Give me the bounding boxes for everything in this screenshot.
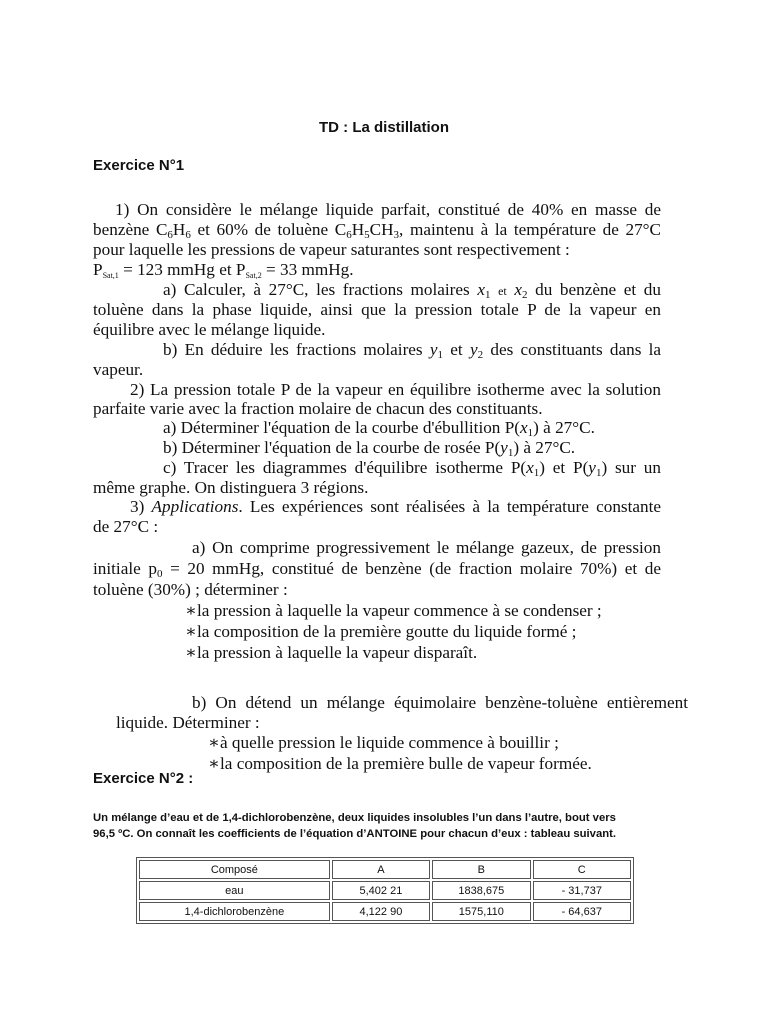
q1-line-1: 1) On considère le mélange liquide parfait, constitué de 40% en masse de xyxy=(115,200,661,219)
table-row xyxy=(139,902,631,921)
q3a-bullet: ∗la pression à laquelle la vapeur commence à se condenser ; xyxy=(185,601,602,620)
table-row xyxy=(139,881,631,900)
bullet-icon: ∗ xyxy=(185,643,197,662)
q2b-line: b) Déterminer l'équation de la courbe de rosée $P(y_1)$ à 27°C. xyxy=(163,438,576,459)
q3b-bullet: ∗à quelle pression le liquide commence à bouillir ; xyxy=(208,733,559,752)
q2c-line-2: même graphe. On distinguera 3 régions. xyxy=(93,478,369,497)
table-header-cell: B xyxy=(432,860,530,879)
q2c-line-1: c) Tracer les diagrammes d'équilibre isotherme $P(x_1)$ et $P(y_1)$ sur un xyxy=(163,458,661,479)
q3b-line-1: b) On détend un mélange équimolaire benzène-toluène entièrement xyxy=(192,693,688,712)
psat-line: $P_{Sat,1} = 123$ mmHg et $P_{Sat,2} = 33$ mmHg. xyxy=(93,260,354,280)
bullet-icon: ∗ xyxy=(208,754,220,773)
exercise-1-heading: Exercice N°1 xyxy=(93,157,185,174)
q3a-line-1: a) On comprime progressivement le mélange gazeux, de pression xyxy=(192,538,661,557)
q2-line-2: parfaite varie avec la fraction molaire de chacun des constituants. xyxy=(93,399,543,418)
exercise-2-intro-line-1: Un mélange d’eau et de 1,4-dichlorobenzène, deux liquides insolubles l’un dans l’autre, bout vers xyxy=(93,812,616,824)
q1-line-3: pour laquelle les pressions de vapeur saturantes sont respectivement : xyxy=(93,240,570,259)
table-header-cell: Composé xyxy=(139,860,330,879)
table-header-row xyxy=(139,860,631,879)
table-header-cell: A xyxy=(332,860,430,879)
table-header-cell: C xyxy=(533,860,631,879)
q1a-line-1: a) Calculer, à 27°C, les fractions molaires $x_1$ et $x_2$ du benzène et du xyxy=(163,280,661,301)
table-cell: 1838,675 xyxy=(432,881,530,900)
antoine-table xyxy=(136,857,634,924)
q3-line-1: 3) Applications. Les expériences sont réalisées à la température constante xyxy=(130,497,661,516)
q3-line-2: de 27°C : xyxy=(93,517,159,536)
table-cell: - 31,737 xyxy=(533,881,631,900)
table-cell: 4,122 90 xyxy=(332,902,430,921)
q3b-line-2: liquide. Déterminer : xyxy=(116,713,260,732)
q3b-bullet: ∗la composition de la première bulle de vapeur formée. xyxy=(208,754,592,773)
q1b-line-1: b) En déduire les fractions molaires $y_1$ et $y_2$ des constituants dans la xyxy=(163,340,662,361)
table-cell: eau xyxy=(139,881,330,900)
table-cell: 1575,110 xyxy=(432,902,530,921)
table-cell: - 64,637 xyxy=(533,902,631,921)
q1b-line-2: vapeur. xyxy=(93,360,144,379)
exercise-2-heading: Exercice N°2 : xyxy=(93,770,194,787)
q2a-line: a) Déterminer l'équation de la courbe d'ébullition $P(x_1)$ à 27°C. xyxy=(163,418,595,439)
bullet-icon: ∗ xyxy=(208,733,220,752)
table-cell: 5,402 21 xyxy=(332,881,430,900)
q3a-line-2: initiale $p_0 = 20$ mmHg, constitué de benzène (de fraction molaire 70%) et de xyxy=(93,559,662,580)
q3a-bullet: ∗la composition de la première goutte du liquide formé ; xyxy=(185,622,577,641)
q3a-bullet: ∗la pression à laquelle la vapeur disparaît. xyxy=(185,643,478,662)
q2-line-1: 2) La pression totale P de la vapeur en équilibre isotherme avec la solution xyxy=(130,380,661,399)
exercise-2-intro-line-2: 96,5 ºC. On connaît les coefficients de l’équation d’ANTOINE pour chacun d’eux : tableau suivant. xyxy=(93,828,617,840)
q1a-line-3: équilibre avec le mélange liquide. xyxy=(93,320,326,339)
bullet-icon: ∗ xyxy=(185,601,197,620)
table-cell: 1,4-dichlorobenzène xyxy=(139,902,330,921)
q1a-line-2: toluène dans la phase liquide, ainsi que la pression totale P de la vapeur en xyxy=(93,300,661,319)
q3a-line-3: toluène (30%) ; déterminer : xyxy=(93,580,288,599)
q1-line-2: benzène $C_6H_6$ et 60% de toluène $C_6H_5CH_3$, maintenu à la température de 27°C xyxy=(93,220,662,241)
bullet-icon: ∗ xyxy=(185,622,197,641)
page-title: TD : La distillation xyxy=(319,119,449,136)
